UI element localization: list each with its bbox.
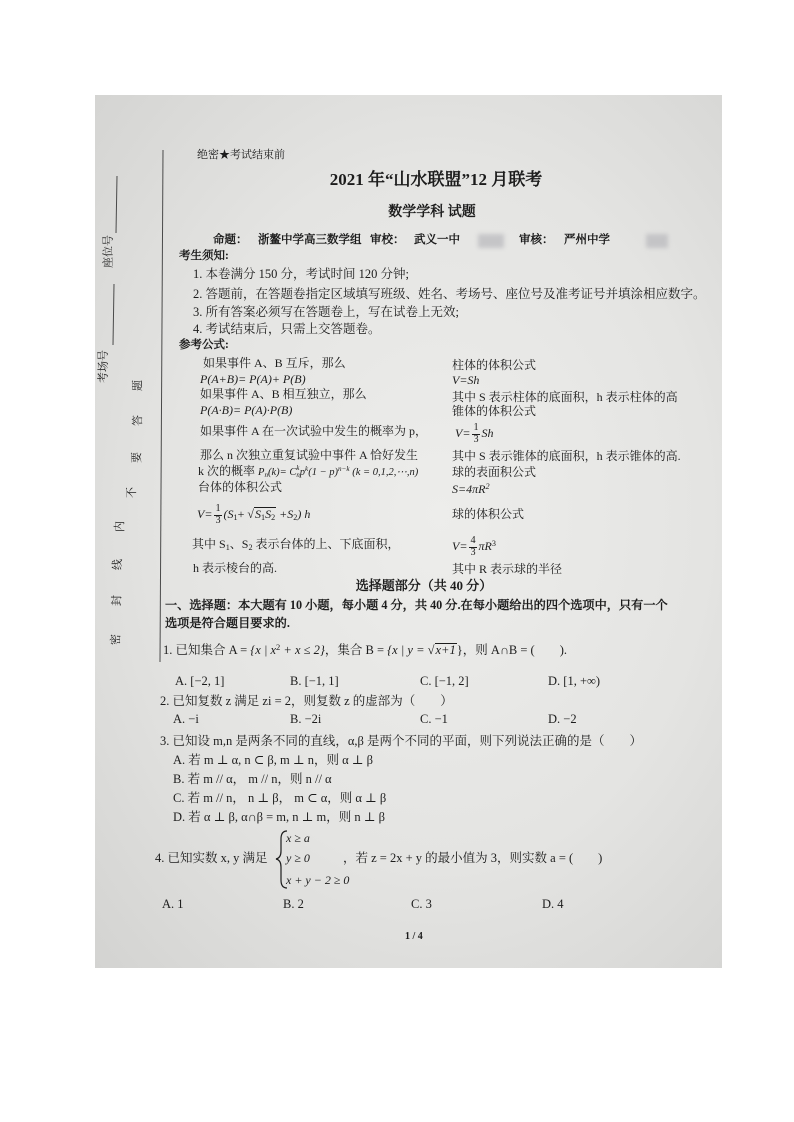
seal-char: 封 — [111, 595, 123, 606]
formula-part: + — [237, 507, 248, 521]
fraction — [214, 504, 221, 526]
exclusive-events-text: 如果事件 A、B 互斥，那么 — [203, 356, 346, 370]
notice-item: 3. 所有答案必须写在答题卷上，写在试卷上无效; — [193, 305, 459, 319]
fraction — [469, 536, 476, 558]
seal-char: 题 — [132, 380, 144, 391]
formula-subscript: 1 — [225, 543, 230, 553]
sqrt-sign: √ — [247, 507, 254, 521]
seat-underline — [116, 176, 117, 233]
formula-symbol: p — [299, 467, 306, 478]
formula-part: (1 − p) — [308, 467, 339, 478]
formula-symbol: S — [265, 507, 272, 521]
frustum-note — [192, 535, 400, 553]
radicand: x+1 — [435, 643, 456, 657]
formula-symbol: P — [258, 467, 265, 478]
sphere-volume-title: 球的体积公式 — [452, 507, 525, 521]
radicand — [254, 507, 276, 521]
cylinder-title: 柱体的体积公式 — [452, 358, 537, 372]
numerator: 4 — [470, 535, 476, 547]
formula-subscript: n — [264, 471, 268, 480]
note-part: 其中 S — [192, 537, 226, 551]
option-a: A. 若 m ⊥ α, n ⊂ β, m ⊥ n，则 α ⊥ β — [173, 753, 374, 767]
fraction — [472, 423, 479, 445]
probability-text: 如果事件 A 在一次试验中发生的概率为 p， — [200, 424, 428, 438]
set-b-close: } — [456, 643, 463, 657]
bernoulli-text: 那么 n 次独立重复试验中事件 A 恰好发生 — [200, 448, 419, 462]
option-d: D. −2 — [548, 712, 577, 726]
formula-part: (S — [223, 507, 234, 521]
note-part: 、S — [229, 537, 249, 551]
denominator: 3 — [473, 433, 479, 445]
formula-symbol: S — [254, 507, 261, 521]
option-c: C. 若 m // n， n ⊥ β， m ⊂ α，则 α ⊥ β — [173, 791, 387, 805]
option-a: A. [−2, 1] — [175, 674, 225, 688]
setter-label: 命题： — [213, 234, 248, 246]
reviewer-label: 审校： — [370, 234, 405, 246]
option-c: C. [−1, 2] — [420, 674, 469, 688]
formula-subscript: 2 — [248, 543, 253, 553]
formula-part: πR — [478, 539, 492, 553]
notice-heading: 考生须知: — [179, 250, 229, 262]
option-b: B. −2i — [290, 712, 322, 726]
room-underline — [113, 284, 114, 345]
bernoulli-formula — [258, 464, 419, 480]
stem-part: ，集合 B = — [324, 643, 388, 657]
formula-subscript: n — [296, 471, 300, 479]
sphere-area-formula — [452, 480, 490, 498]
notice-item: 1. 本卷满分 150 分，考试时间 120 分钟; — [193, 267, 409, 281]
option-c: C. −1 — [420, 712, 448, 726]
option-b: B. 若 m // α， m // n，则 n // α — [173, 772, 332, 786]
denominator: 3 — [470, 546, 476, 558]
frustum-formula — [197, 502, 310, 526]
option-b: B. 2 — [283, 897, 304, 911]
approver-label: 审核： — [519, 234, 554, 246]
formula-part: V= — [455, 426, 471, 440]
confidential-mark: 绝密★考试结束前 — [197, 149, 285, 161]
seal-char: 答 — [132, 415, 144, 426]
formula-superscript: k — [296, 464, 300, 472]
formula-superscript: 2 — [485, 481, 490, 491]
bernoulli-formula-line — [198, 462, 418, 480]
option-c: C. 3 — [411, 897, 432, 911]
formula-superscript: 3 — [491, 538, 496, 548]
formula-part: Sh — [481, 426, 494, 440]
sphere-note: 其中 R 表示球的半径 — [452, 562, 563, 576]
numerator: 1 — [215, 503, 221, 515]
set-a: {x | x — [250, 643, 277, 657]
frustum-height-note: h 表示棱台的高. — [193, 561, 278, 575]
formula-part: (k)= C — [268, 467, 297, 478]
constraint-line: x + y − 2 ≥ 0 — [286, 873, 350, 887]
section-instructions: 一、选择题：本大题有 10 小题，每小题 4 分，共 40 分.在每小题给出的四个选项中，只有一个 — [165, 598, 668, 612]
option-d: D. 若 α ⊥ β, α∩β = m, n ⊥ m，则 n ⊥ β — [173, 810, 385, 824]
question-2-stem: 2. 已知复数 z 满足 zi = 2，则复数 z 的虚部为（ ） — [160, 694, 453, 708]
binding-line — [160, 150, 163, 662]
stem-part: ，则 A∩B = ( ). — [462, 643, 568, 657]
reviewer-name: 武义一中 — [414, 234, 460, 246]
independent-events-text: 如果事件 A、B 相互独立，那么 — [200, 387, 367, 401]
formula-subscript: 1 — [260, 513, 266, 523]
option-d: D. 4 — [542, 897, 564, 911]
note-part: 表示台体的上、下底面积， — [252, 537, 400, 551]
section-instructions: 选项是符合题目要求的. — [165, 616, 290, 630]
independent-events-formula: P(A·B)= P(A)·P(B) — [200, 403, 293, 417]
bernoulli-prefix: k 次的概率 — [198, 464, 259, 478]
exam-title: 2021 年“山水联盟”12 月联考 — [329, 170, 543, 189]
room-number-label: 考场号 — [97, 350, 110, 383]
formula-part: +S — [276, 507, 294, 521]
redacted-block — [478, 234, 504, 248]
formula-superscript: 2 — [276, 641, 281, 652]
cone-title: 锥体的体积公式 — [452, 404, 537, 418]
formula-superscript: n−k — [338, 465, 350, 474]
set-b: {x | y = — [387, 643, 428, 657]
cylinder-note: 其中 S 表示柱体的底面积，h 表示柱体的高 — [452, 390, 678, 404]
question-3-stem: 3. 已知设 m,n 是两条不同的直线，α,β 是两个不同的平面，则下列说法正确的是（ ） — [160, 734, 643, 748]
notice-item: 2. 答题前，在答题卷指定区域填写班级、姓名、考场号、座位号及准考证号并填涂相应数字。 — [193, 287, 706, 301]
approver-name: 严州中学 — [564, 234, 610, 246]
seal-char: 要 — [131, 452, 143, 463]
option-b: B. [−1, 1] — [290, 674, 339, 688]
seal-char: 线 — [112, 559, 124, 570]
exclusive-events-formula: P(A+B)= P(A)+ P(B) — [200, 372, 306, 386]
option-d: D. [1, +∞) — [548, 674, 601, 688]
sqrt-sign: √ — [427, 643, 435, 657]
seal-char: 密 — [110, 634, 122, 645]
formula-part: S=4πR — [452, 482, 486, 496]
formula-subscript: 2 — [293, 513, 298, 523]
cone-note: 其中 S 表示锥体的底面积，h 表示锥体的高. — [452, 449, 681, 463]
formula-part: V= — [197, 507, 213, 521]
cylinder-formula: V=Sh — [452, 373, 480, 387]
option-a: A. −i — [173, 712, 199, 726]
question-4-stem: 4. 已知实数 x, y 满足 — [155, 851, 268, 865]
formula-superscript: k — [305, 465, 309, 474]
redacted-block — [646, 234, 668, 248]
seal-char: 内 — [114, 521, 126, 532]
question-4-stem-continued: ，若 z = 2x + y 的最小值为 3，则实数 a = ( ) — [343, 851, 603, 865]
cone-formula — [455, 421, 494, 445]
formula-range: (k = 0,1,2,⋯,n) — [349, 467, 419, 478]
constraint-line: y ≥ 0 — [286, 851, 310, 865]
exam-subject: 数学学科 试题 — [388, 205, 476, 220]
formula-subscript: 1 — [233, 513, 238, 523]
frustum-title: 台体的体积公式 — [198, 480, 283, 494]
stem-part: 1. 已知集合 A = — [163, 643, 251, 657]
formula-part: ) h — [297, 507, 311, 521]
option-a: A. 1 — [162, 897, 184, 911]
seal-char: 不 — [126, 487, 138, 498]
sphere-volume-formula — [452, 534, 496, 558]
formula-part: V= — [452, 539, 468, 553]
set-a-rest: + x ≤ 2} — [280, 643, 325, 657]
sphere-area-title: 球的表面积公式 — [452, 465, 537, 479]
section-title: 选择题部分（共 40 分） — [355, 578, 493, 593]
seat-number-label: 座位号 — [102, 235, 115, 268]
denominator: 3 — [215, 514, 221, 526]
setter-name: 浙鳌中学高三数学组 — [258, 234, 362, 246]
constraint-line: x ≥ a — [286, 831, 310, 845]
question-1-stem — [163, 641, 567, 659]
formula-subscript: 2 — [271, 513, 276, 523]
notice-item: 4. 考试结束后，只需上交答题卷。 — [193, 322, 381, 336]
numerator: 1 — [473, 422, 479, 434]
formulas-heading: 参考公式: — [179, 339, 229, 351]
page-number: 1 / 4 — [405, 931, 423, 942]
